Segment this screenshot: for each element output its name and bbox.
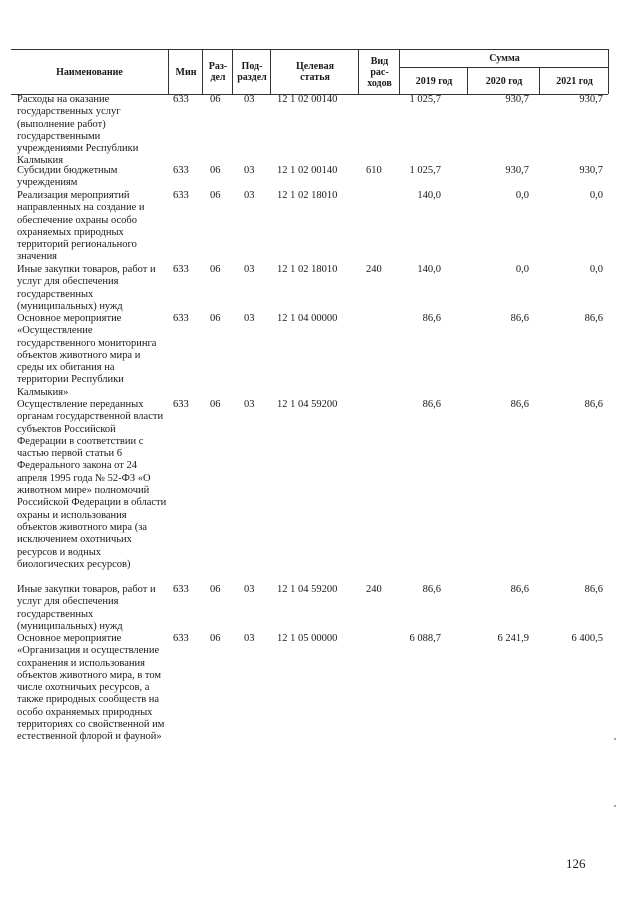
row-name: Реализация мероприятий направленных на создание и обеспечение охраны особо охраняемых природных территорий регионального значения (17, 190, 145, 263)
row-razdel: 06 (210, 399, 221, 410)
row-celevaya: 12 1 05 00000 (277, 633, 338, 644)
row-razdel: 06 (210, 94, 221, 105)
row-name: Осуществление переданных органам государственной власти субъектов Российской Федерации в соответствии с частью первой статьи 6 Федерального закона от 24 апреля 1995 года № 52-ФЗ «О животном мире» полномочий Российской Федерации в области охраны и использования объектов животного мира (за исключением охотничьих ресурсов и водных биологических ресурсов) (17, 399, 167, 570)
scan-speck (614, 738, 616, 740)
row-2019: 86,6 (422, 313, 441, 324)
row-razdel: 06 (210, 165, 221, 176)
page-number: 126 (566, 856, 586, 871)
row-min: 633 (173, 165, 189, 176)
header-summa: Сумма (399, 50, 609, 68)
row-podrazdel: 03 (244, 584, 255, 595)
row-min: 633 (173, 264, 189, 275)
row-celevaya: 12 1 02 18010 (277, 264, 338, 275)
row-podrazdel: 03 (244, 190, 255, 201)
row-2021: 86,6 (584, 399, 603, 410)
row-2019: 86,6 (422, 584, 441, 595)
row-podrazdel: 03 (244, 165, 255, 176)
row-2021: 930,7 (579, 165, 603, 176)
row-name: Расходы на оказание государственных услуг (выполнение работ) государственными учреждениями Республики Калмыкия (17, 94, 139, 167)
row-min: 633 (173, 94, 189, 105)
row-2020: 6 241,9 (497, 633, 529, 644)
row-min: 633 (173, 584, 189, 595)
row-min: 633 (173, 399, 189, 410)
row-2021: 86,6 (584, 313, 603, 324)
row-2019: 1 025,7 (409, 94, 441, 105)
row-2021: 0,0 (589, 264, 603, 275)
header-year-2021: 2021 год (539, 68, 609, 94)
row-min: 633 (173, 190, 189, 201)
scan-speck (614, 805, 616, 807)
row-2020: 930,7 (505, 94, 529, 105)
row-celevaya: 12 1 04 59200 (277, 399, 338, 410)
header-year-2020: 2020 год (467, 68, 540, 94)
row-celevaya: 12 1 04 59200 (277, 584, 338, 595)
row-2019: 6 088,7 (409, 633, 441, 644)
row-min: 633 (173, 633, 189, 644)
row-razdel: 06 (210, 190, 221, 201)
row-podrazdel: 03 (244, 633, 255, 644)
row-2021: 86,6 (584, 584, 603, 595)
row-2021: 0,0 (589, 190, 603, 201)
row-podrazdel: 03 (244, 313, 255, 324)
row-razdel: 06 (210, 584, 221, 595)
table-header (11, 49, 608, 95)
row-celevaya: 12 1 02 00140 (277, 94, 338, 105)
row-2019: 86,6 (422, 399, 441, 410)
header-celevaya: Целевая статья (270, 50, 359, 94)
row-2019: 140,0 (417, 264, 441, 275)
row-2020: 0,0 (515, 190, 529, 201)
header-podrazdel: Под- раздел (232, 50, 271, 94)
header-razdel: Раз- дел (202, 50, 233, 94)
row-2020: 86,6 (510, 313, 529, 324)
row-min: 633 (173, 313, 189, 324)
row-vid: 240 (366, 264, 382, 275)
row-2021: 6 400,5 (571, 633, 603, 644)
row-name: Иные закупки товаров, работ и услуг для обеспечения государственных (муниципальных) нужд (17, 584, 156, 632)
row-razdel: 06 (210, 313, 221, 324)
row-podrazdel: 03 (244, 399, 255, 410)
row-celevaya: 12 1 04 00000 (277, 313, 338, 324)
row-2020: 0,0 (515, 264, 529, 275)
row-celevaya: 12 1 02 00140 (277, 165, 338, 176)
row-2021: 930,7 (579, 94, 603, 105)
row-vid: 610 (366, 165, 382, 176)
row-name: Основное мероприятие «Осуществление государственного мониторинга объектов животного мира и среды их обитания на территории Республики Калмыкия» (17, 313, 157, 398)
row-name: Субсидии бюджетным учреждениям (17, 165, 118, 189)
row-podrazdel: 03 (244, 94, 255, 105)
row-2020: 86,6 (510, 584, 529, 595)
row-name: Иные закупки товаров, работ и услуг для обеспечения государственных (муниципальных) нужд (17, 264, 156, 312)
row-2019: 140,0 (417, 190, 441, 201)
row-2019: 1 025,7 (409, 165, 441, 176)
row-celevaya: 12 1 02 18010 (277, 190, 338, 201)
row-razdel: 06 (210, 633, 221, 644)
row-2020: 86,6 (510, 399, 529, 410)
header-min: Мин (168, 50, 203, 94)
header-vid: Вид рас- ходов (358, 50, 400, 94)
row-vid: 240 (366, 584, 382, 595)
row-razdel: 06 (210, 264, 221, 275)
row-2020: 930,7 (505, 165, 529, 176)
header-year-2019: 2019 год (399, 68, 468, 94)
header-name: Наименование (56, 66, 123, 78)
row-podrazdel: 03 (244, 264, 255, 275)
header-right-border (608, 49, 609, 94)
row-name: Основное мероприятие «Организация и осуществление сохранения и использования объектов животного мира, в том числе охотничьих ресурсов, а также природных сообществ на особо охраняемых природных территориях со свойственной им естественной флорой и фауной» (17, 633, 165, 743)
